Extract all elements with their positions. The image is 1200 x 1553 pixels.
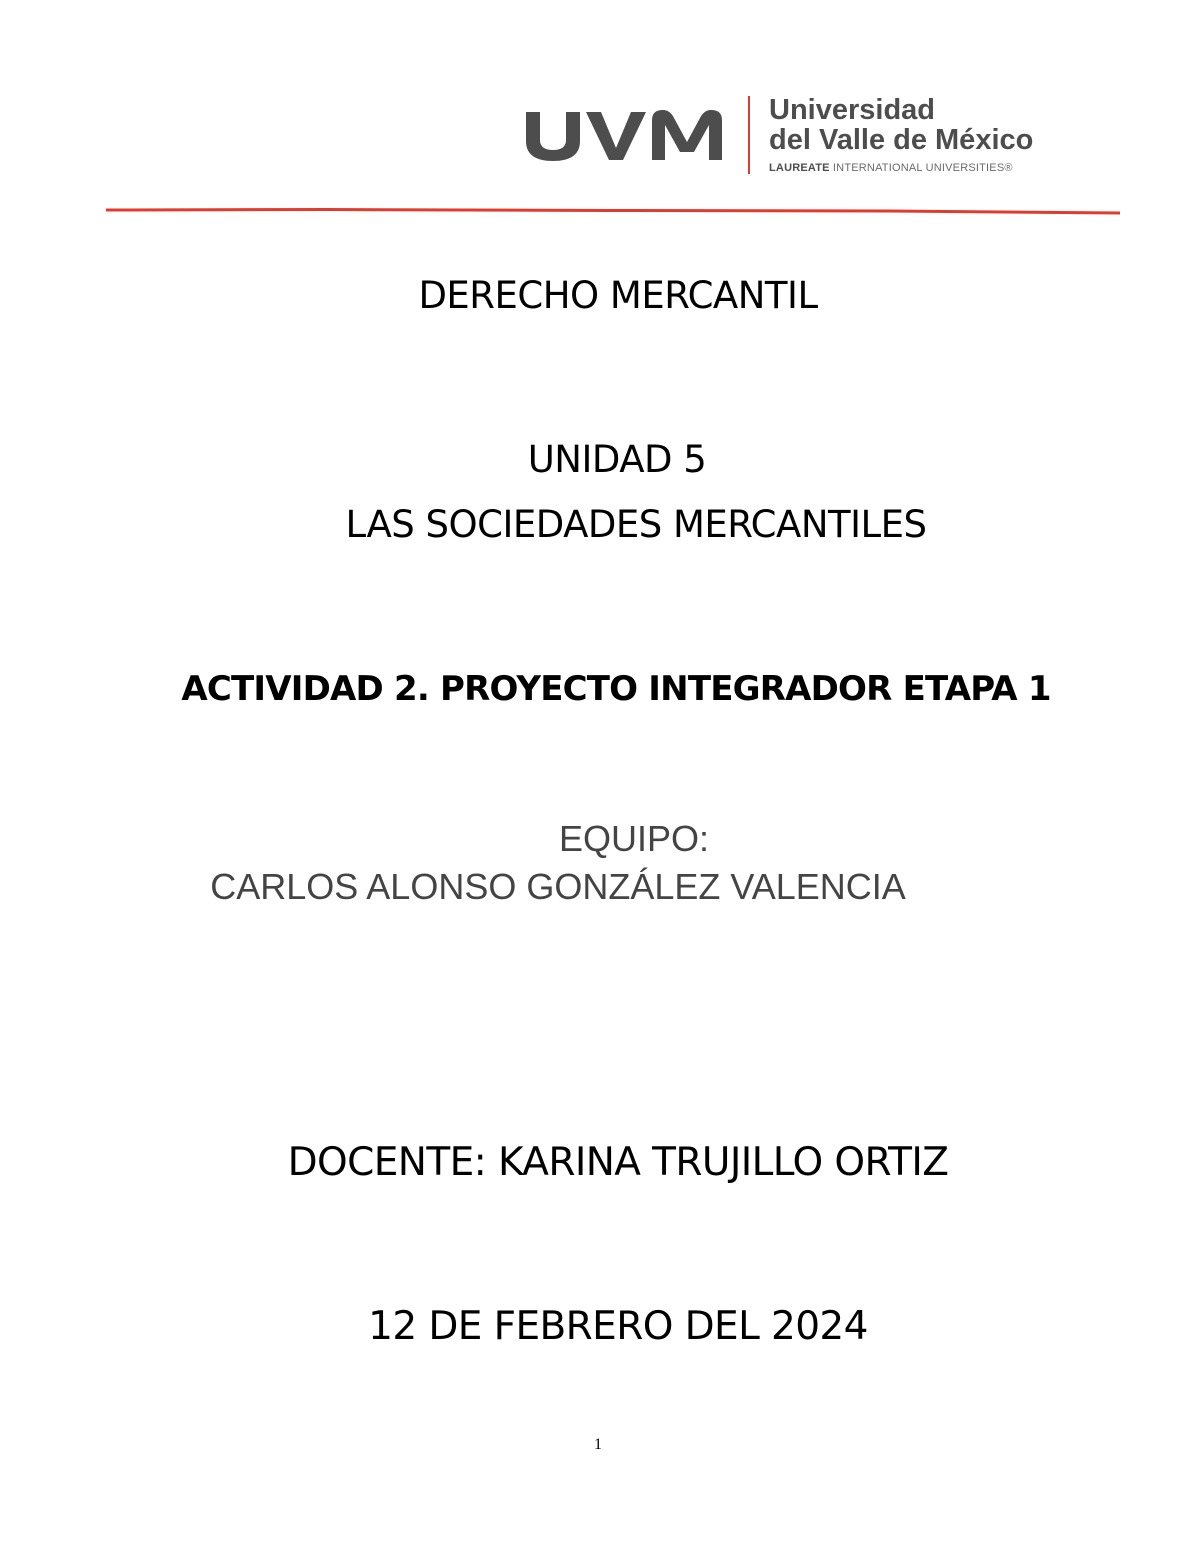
team-label: EQUIPO: — [558, 818, 710, 859]
university-logo — [524, 96, 1034, 178]
university-name-line2: del Valle de México — [769, 124, 1034, 156]
date-line: 12 DE FEBRERO DEL 2024 — [368, 1304, 868, 1349]
course-title: DERECHO MERCANTIL — [418, 274, 818, 317]
tagline-brand: LAUREATE — [769, 162, 830, 174]
logo-tagline — [769, 162, 1013, 174]
unit-number: UNIDAD 5 — [527, 438, 707, 481]
activity-title: ACTIVIDAD 2. PROYECTO INTEGRADOR ETAPA 1 — [181, 669, 1051, 709]
logo-divider — [748, 96, 750, 174]
header-red-rule — [106, 208, 1120, 216]
university-name — [769, 96, 1033, 155]
page-number: 1 — [594, 1436, 602, 1453]
university-name-line1: Universidad — [769, 94, 935, 126]
team-member: CARLOS ALONSO GONZÁLEZ VALENCIA — [210, 866, 906, 907]
teacher-line: DOCENTE: KARINA TRUJILLO ORTIZ — [287, 1140, 949, 1185]
uvm-logo-mark — [524, 106, 729, 162]
tagline-rest: INTERNATIONAL UNIVERSITIES® — [829, 162, 1013, 174]
unit-title: LAS SOCIEDADES MERCANTILES — [345, 503, 927, 546]
